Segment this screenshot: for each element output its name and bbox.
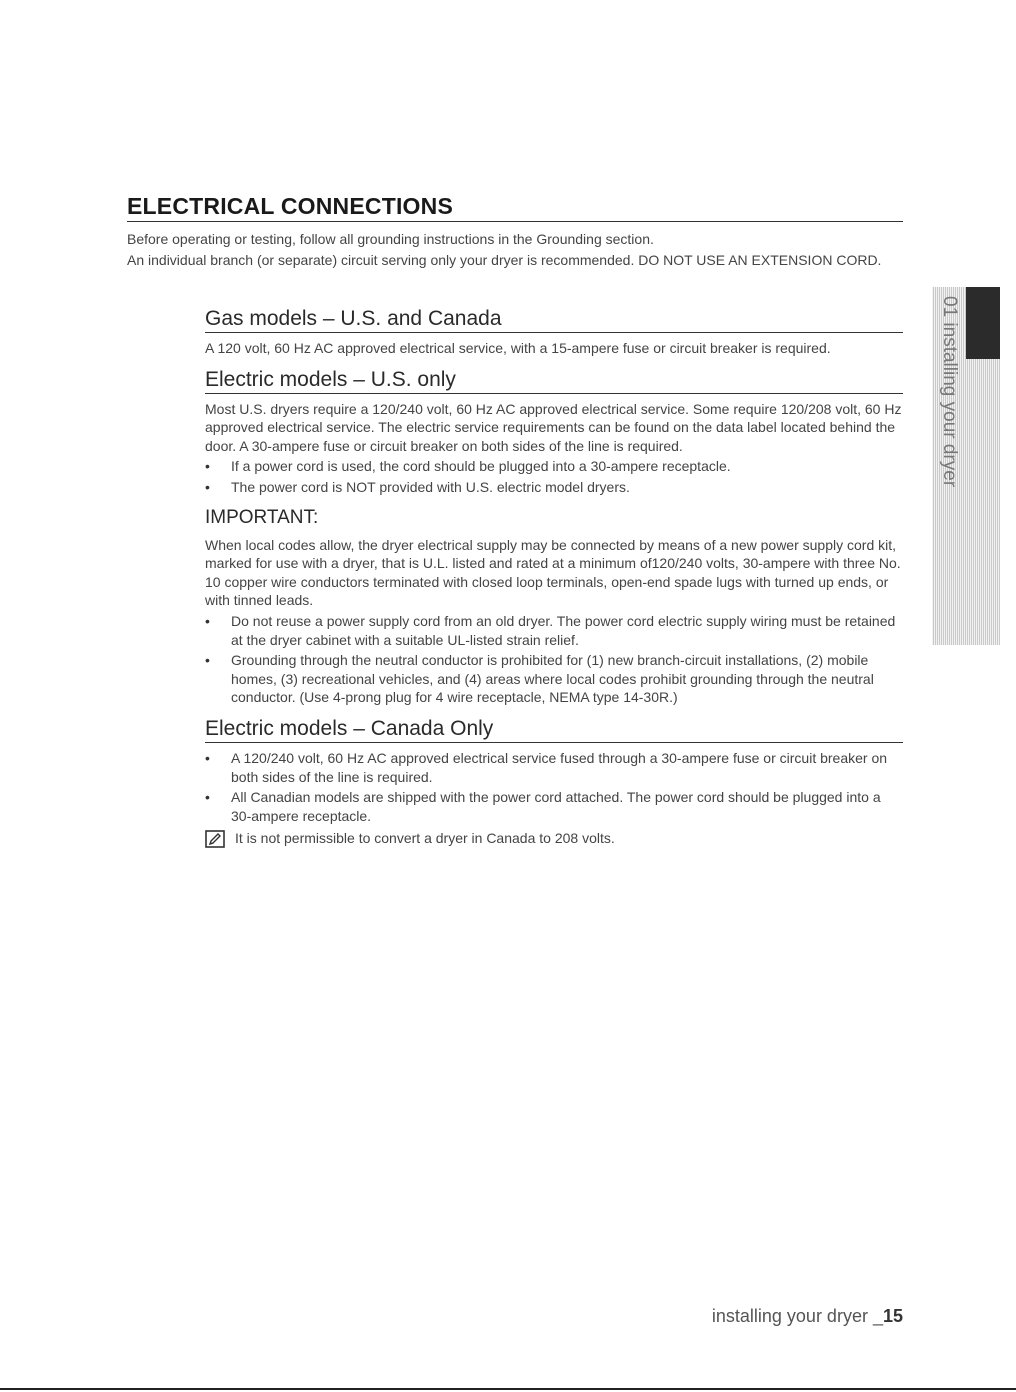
note-pencil-icon bbox=[205, 830, 225, 848]
important-section bbox=[205, 506, 903, 707]
side-tab-label: 01 installing your dryer bbox=[939, 296, 960, 488]
intro-paragraph: Before operating or testing, follow all grounding instructions in the Grounding section. bbox=[127, 231, 654, 247]
page-number: 15 bbox=[882, 1306, 903, 1326]
list-item: • All Canadian models are shipped with the power cord attached. The power cord should be plugged into a 30-ampere receptacle. bbox=[205, 788, 903, 825]
bottom-divider bbox=[0, 1388, 1016, 1390]
list-item: • A 120/240 volt, 60 Hz AC approved electrical service fused through a 30-ampere fuse or circuit breaker on both sides of the line is required. bbox=[205, 749, 903, 786]
bullet-list bbox=[205, 612, 903, 707]
section-text: When local codes allow, the dryer electrical supply may be connected by means of a new power supply cord kit, marked for use with a dryer, that is U.L. listed and rated at a minimum of120/240 volts, 30-ampere with three No. 10 copper wire conductors terminated with closed loop terminals, open-end spade lugs with turned up ends, or with tinned leads. bbox=[205, 536, 901, 609]
electric-us-section bbox=[205, 367, 903, 497]
page-footer bbox=[660, 1306, 903, 1327]
gas-models-section bbox=[205, 306, 903, 358]
bullet-list bbox=[205, 457, 903, 496]
electric-canada-section bbox=[205, 716, 903, 848]
section-text: Most U.S. dryers require a 120/240 volt, 60 Hz AC approved electrical service. Some require 120/208 volt, 60 Hz approved electrical service. The electric service requirements can be found on the data label located behind the door. A 30-ampere fuse or circuit breaker on both sides of the line is required. bbox=[205, 400, 902, 454]
section-heading: Gas models – U.S. and Canada bbox=[205, 306, 903, 333]
list-item: • The power cord is NOT provided with U.S. electric model dryers. bbox=[205, 478, 903, 497]
section-text: A 120 volt, 60 Hz AC approved electrical service, with a 15-ampere fuse or circuit breaker is required. bbox=[205, 340, 831, 356]
side-tab-marker bbox=[966, 287, 1000, 359]
note-text: It is not permissible to convert a dryer in Canada to 208 volts. bbox=[235, 830, 615, 847]
list-item: • Grounding through the neutral conductor is prohibited for (1) new branch-circuit installations, (2) mobile homes, (3) recreational vehicles, and (4) areas where local codes prohibit grounding through the neutral conductor. (Use 4-prong plug for 4 wire receptacle, NEMA type 14-30R.) bbox=[205, 651, 903, 707]
intro-paragraph: An individual branch (or separate) circuit serving only your dryer is recommended. DO NOT USE AN EXTENSION CORD. bbox=[127, 252, 882, 268]
important-heading: IMPORTANT: bbox=[205, 506, 319, 528]
intro-section bbox=[127, 230, 887, 272]
content-section bbox=[205, 306, 903, 857]
note bbox=[205, 829, 903, 848]
section-heading: Electric models – U.S. only bbox=[205, 367, 903, 394]
section-heading: Electric models – Canada Only bbox=[205, 716, 903, 743]
page-title: ELECTRICAL CONNECTIONS bbox=[127, 192, 903, 222]
footer-label: installing your dryer _ bbox=[711, 1306, 883, 1326]
bullet-list bbox=[205, 749, 903, 825]
list-item: • If a power cord is used, the cord should be plugged into a 30-ampere receptacle. bbox=[205, 457, 903, 476]
list-item: • Do not reuse a power supply cord from an old dryer. The power cord electric supply wiring must be retained at the dryer cabinet with a suitable UL-listed strain relief. bbox=[205, 612, 903, 649]
